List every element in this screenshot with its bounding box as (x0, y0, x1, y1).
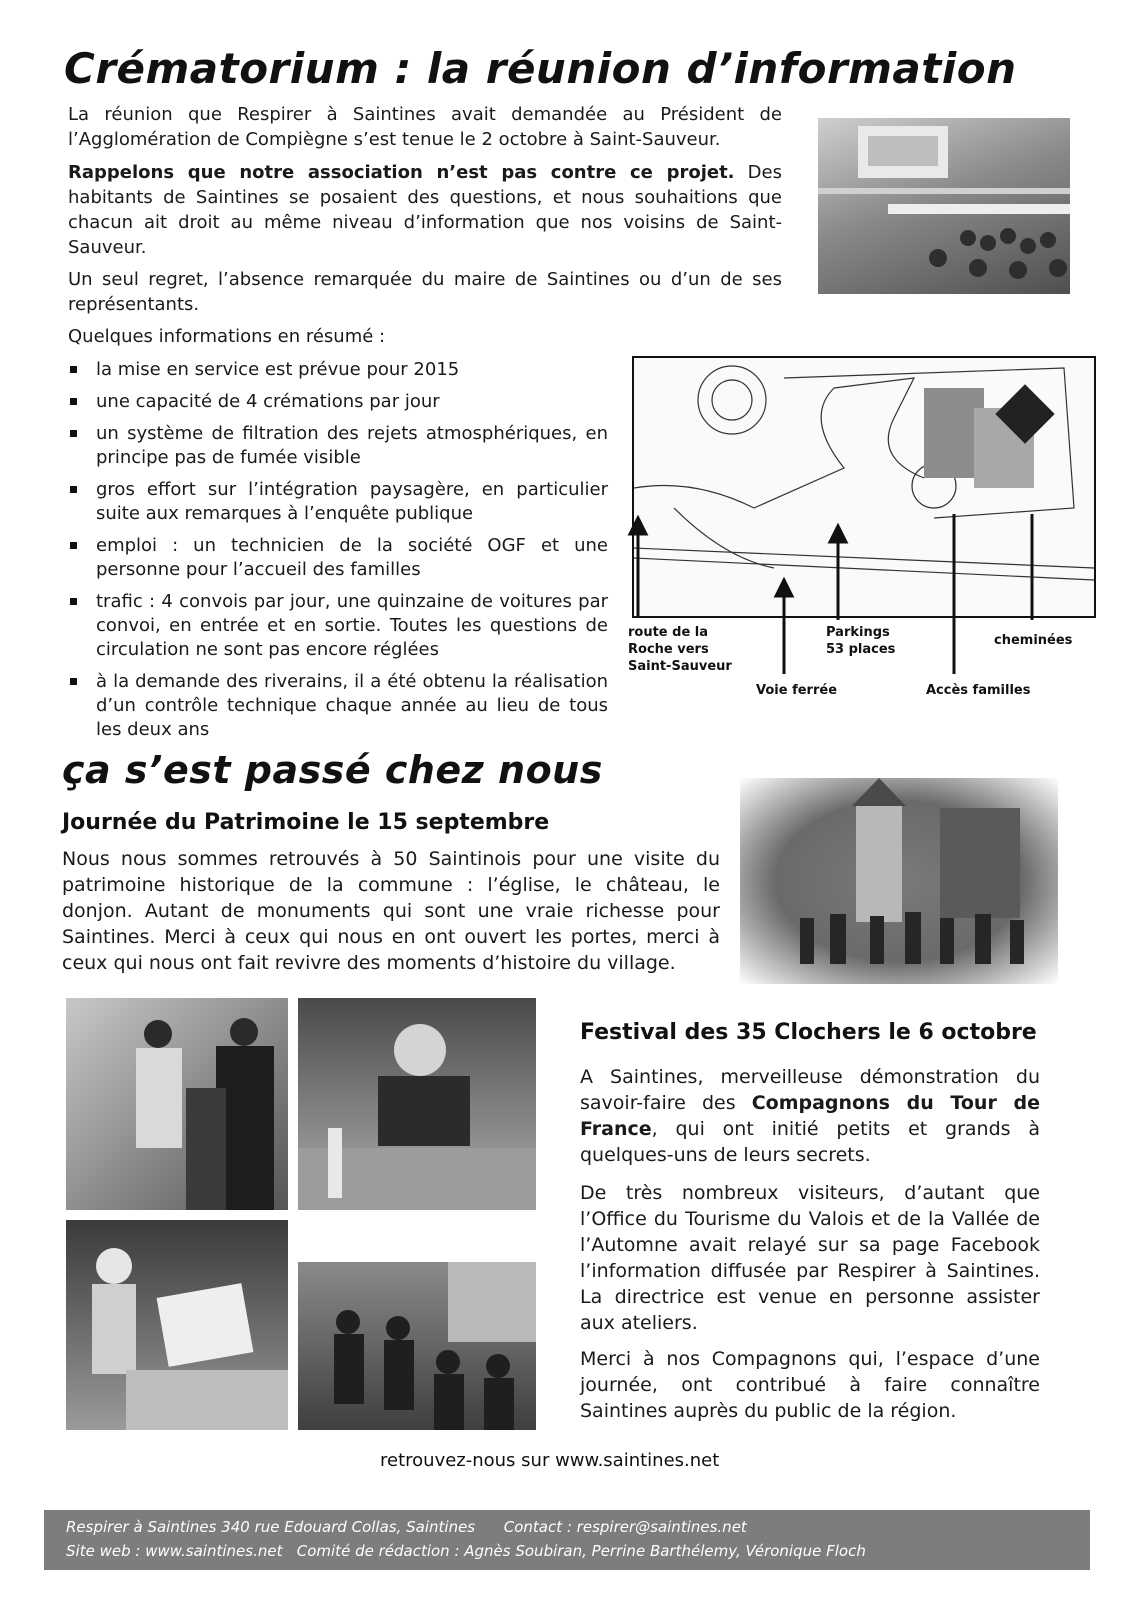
bullet-square-icon (70, 398, 77, 405)
summary-list (68, 358, 608, 750)
website-line: retrouvez-nous sur www.saintines.net (380, 1450, 720, 1471)
footer (44, 1510, 1090, 1570)
crematorium-p3: Un seul regret, l’absence remarquée du maire de Saintines ou d’un de ses représentants. (68, 269, 782, 315)
list-item: trafic : 4 convois par jour, une quinzaine de voitures par convoi, en entrée et en sortie. Toutes les questions de circulation ne sont pas encore réglées (68, 590, 608, 662)
meeting-photo-drawing (818, 118, 1070, 294)
bullet-square-icon (70, 366, 77, 373)
list-item: gros effort sur l’intégration paysagère, en particulier suite aux remarques à l’enquête publique (68, 478, 608, 526)
festival-p1-bold: Compagnons du Tour de France (580, 1092, 1040, 1140)
footer-line-2: Site web : www.saintines.net Comité de rédaction : Agnès Soubiran, Perrine Barthélemy, Véronique Floch (66, 1542, 866, 1560)
crematorium-p2 (68, 160, 782, 260)
festival-photo-2-drawing (298, 998, 536, 1210)
plan-label-route: route de la Roche vers Saint-Sauveur (628, 625, 732, 674)
festival-photo-1-drawing (66, 998, 288, 1210)
footer-line-1: Respirer à Saintines 340 rue Edouard Collas, Saintines Contact : respirer@saintines.net (66, 1518, 747, 1536)
list-item: un système de filtration des rejets atmosphériques, en principe pas de fumée visible (68, 422, 608, 470)
list-item: la mise en service est prévue pour 2015 (68, 358, 608, 382)
patrimoine-title: Journée du Patrimoine le 15 septembre (62, 810, 550, 835)
bullet-square-icon (70, 430, 77, 437)
plan-label-acces: Accès familles (926, 683, 1031, 698)
festival-photo-2 (298, 998, 536, 1210)
plan-label-voie: Voie ferrée (756, 683, 838, 698)
bullet-square-icon (70, 678, 77, 685)
list-item: une capacité de 4 crémations par jour (68, 390, 608, 414)
crematorium-p2-rest: Des habitants de Saintines se posaient des questions, et nous souhaitions que chacun ait droit au même niveau d’information que nos voisins de Saint-Sauveur. (68, 162, 782, 258)
festival-photo-1 (66, 998, 288, 1210)
list-item: emploi : un technicien de la société OGF et une personne pour l’accueil des familles (68, 534, 608, 582)
summary-intro: Quelques informations en résumé : (68, 326, 386, 347)
list-item: à la demande des riverains, il a été obtenu la réalisation d’un contrôle technique chaque année au lieu de tous les deux ans (68, 670, 608, 742)
festival-p1: A Saintines, merveilleuse démonstration du savoir-faire des Compagnons du Tour de France, qui ont initié petits et grands à quelques-uns de leurs secrets. (580, 1066, 1040, 1166)
patrimoine-text: Nous nous sommes retrouvés à 50 Saintinois pour une visite du patrimoine historique de la commune : l’église, le château, le donjon. Autant de monuments qui sont une vraie richesse pour Saintines. Merci à ceux qui nous en ont ouvert les portes, merci à ceux qui nous ont fait revivre des moments d’histoire du village. (62, 848, 720, 974)
festival-photo-3 (66, 1220, 288, 1430)
crematorium-p1: La réunion que Respirer à Saintines avait demandée au Président de l’Agglomération de Compiègne s’est tenue le 2 octobre à Saint-Sauveur. (68, 104, 782, 150)
festival-photo-4 (298, 1262, 536, 1430)
festival-photo-4-drawing (298, 1262, 536, 1430)
meeting-photo (818, 118, 1070, 294)
plan-label-parkings: Parkings 53 places (826, 625, 896, 657)
bullet-square-icon (70, 486, 77, 493)
passe-title: ça s’est passé chez nous (62, 748, 603, 792)
festival-p2: De très nombreux visiteurs, d’autant que l’Office du Tourisme du Valois et de la Vallée de l’Automne avait relayé sur sa page Facebook l’information diffusée par Respirer à Saintines. La directrice est venue en personne assister aux ateliers. (580, 1182, 1040, 1334)
patrimoine-photo-drawing (740, 778, 1058, 984)
crematorium-title: Crématorium : la réunion d’information (64, 44, 1017, 93)
bullet-square-icon (70, 598, 77, 605)
festival-title: Festival des 35 Clochers le 6 octobre (580, 1020, 1037, 1045)
crematorium-p2-bold: Rappelons que notre association n’est pas contre ce projet. (68, 162, 735, 183)
festival-photo-3-drawing (66, 1220, 288, 1430)
bullet-square-icon (70, 542, 77, 549)
festival-p3: Merci à nos Compagnons qui, l’espace d’une journée, ont contribué à faire connaître Saintines auprès du public de la région. (580, 1348, 1040, 1422)
plan-label-cheminees: cheminées (994, 633, 1073, 648)
patrimoine-photo (740, 778, 1058, 984)
